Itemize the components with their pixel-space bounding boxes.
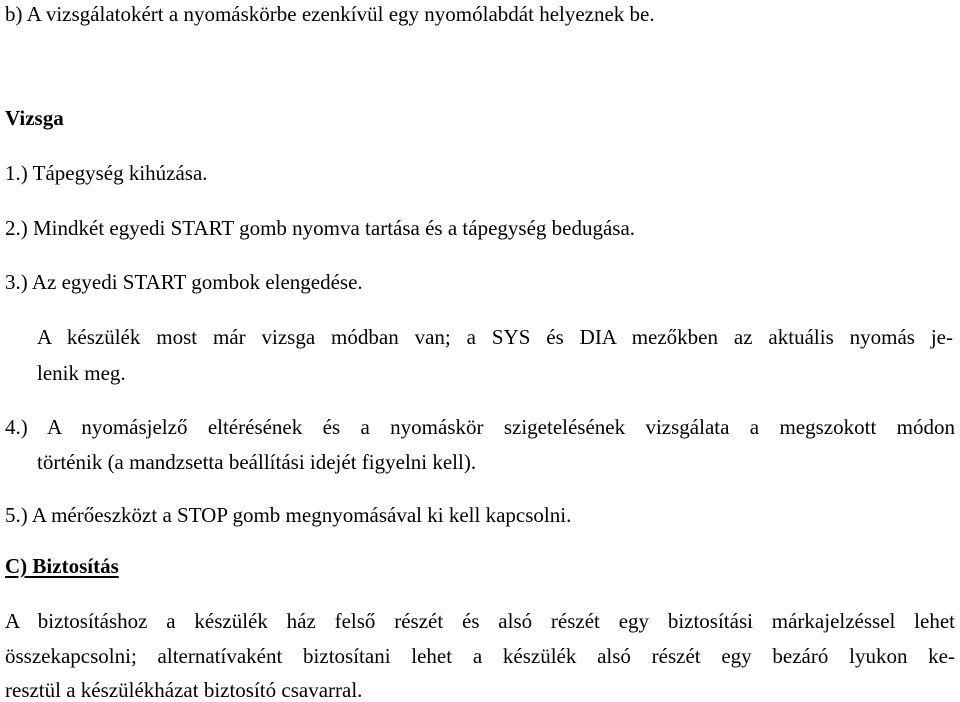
biztositas-line-3: resztül a készülékházat biztosító csavarral.: [5, 678, 363, 702]
step-3: 3.) Az egyedi START gombok elengedése.: [5, 270, 363, 294]
biztositas-line-1: A biztosításhoz a készülék ház felső részét és alsó részét egy biztosítási márkajelzéssel lehet: [5, 609, 955, 633]
biztositas-line-2: összekapcsolni; alternatívaként biztosítani lehet a készülék alsó részét egy bezáró lyukon ke-: [5, 644, 955, 668]
step-4-line-2: történik (a mandzsetta beállítási idejét figyelni kell).: [37, 450, 477, 474]
step-3-note-line-2: lenik meg.: [37, 361, 126, 385]
step-2: 2.) Mindkét egyedi START gomb nyomva tartása és a tápegység bedugása.: [5, 216, 636, 240]
intro-paragraph: b) A vizsgálatokért a nyomáskörbe ezenkívül egy nyomólabdát helyeznek be.: [5, 2, 655, 26]
step-3-note-line-1: A készülék most már vizsga módban van; a SYS és DIA mezőkben az aktuális nyomás je-: [37, 325, 953, 349]
heading-vizsga: Vizsga: [5, 106, 64, 130]
heading-biztositas: C) Biztosítás: [5, 554, 119, 578]
step-5: 5.) A mérőeszközt a STOP gomb megnyomásával ki kell kapcsolni.: [5, 503, 572, 527]
step-4-line-1: 4.) A nyomásjelző eltérésének és a nyomáskör szigetelésének vizsgálata a megszokott módon: [5, 415, 955, 439]
step-1: 1.) Tápegység kihúzása.: [5, 161, 208, 185]
